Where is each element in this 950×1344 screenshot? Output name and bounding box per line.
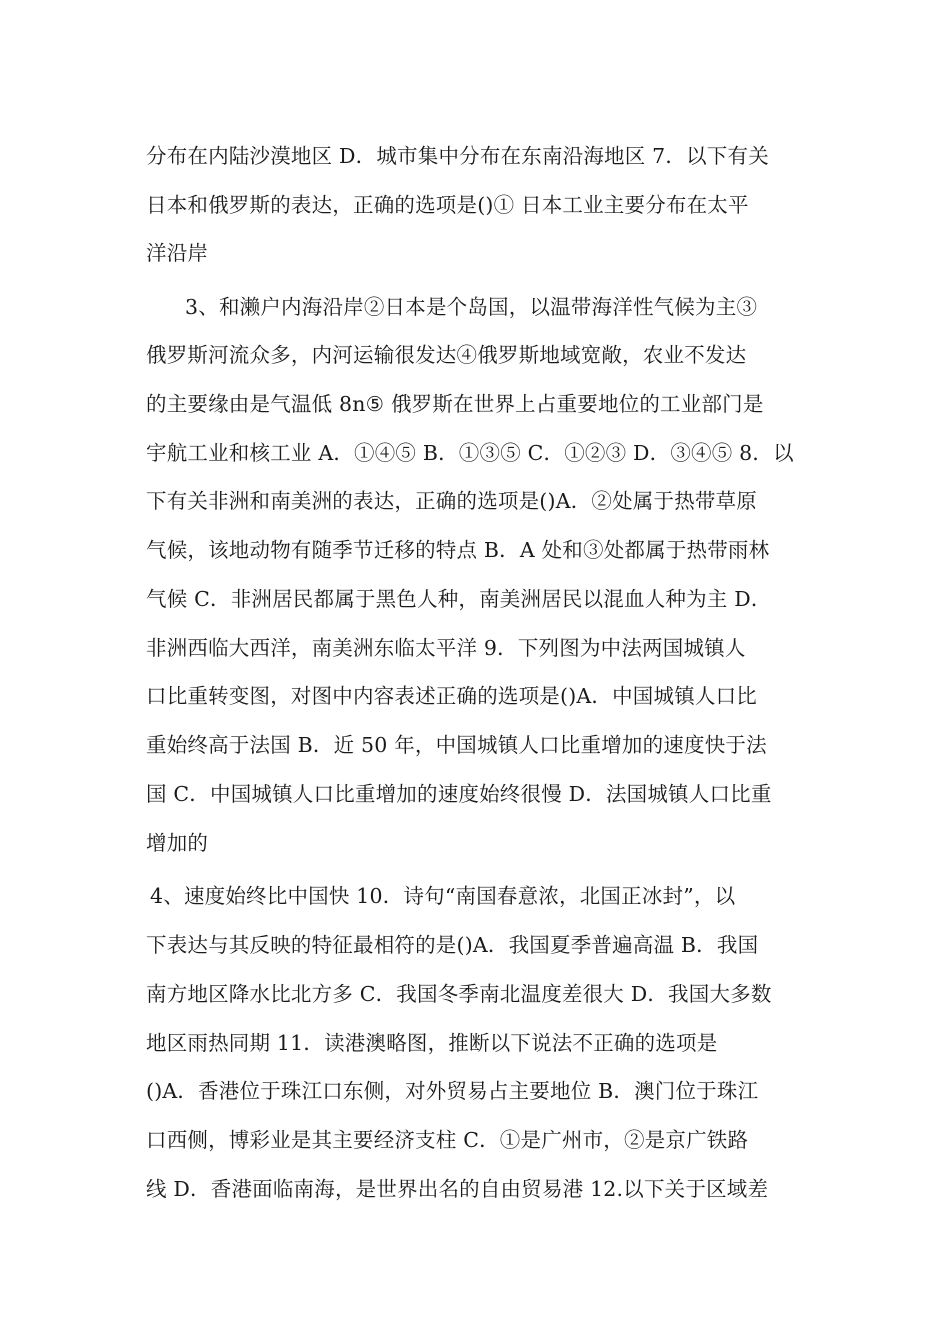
text-line: 日本和俄罗斯的表达，正确的选项是()① 日本工业主要分布在太平 xyxy=(146,193,749,217)
text-line: 俄罗斯河流众多，内河运输很发达④俄罗斯地域宽敞，农业不发达 xyxy=(146,343,747,367)
text-line: 重始终高于法国 B．近 50 年，中国城镇人口比重增加的速度快于法 xyxy=(146,733,767,757)
text-line: 4、速度始终比中国快 10．诗句“南国春意浓，北国正冰封”，以 xyxy=(150,884,736,908)
text-line: 口西侧，博彩业是其主要经济支柱 C．①是广州市，②是京广铁路 xyxy=(146,1128,749,1152)
text-line: 气候 C．非洲居民都属于黑色人种，南美洲居民以混血人种为主 D． xyxy=(146,587,772,611)
text-line: 地区雨热同期 11．读港澳略图，推断以下说法不正确的选项是 xyxy=(146,1031,718,1055)
text-line: 洋沿岸 xyxy=(146,241,209,265)
text-line: 气候，该地动物有随季节迁移的特点 B．A 处和③处都属于热带雨林 xyxy=(146,538,770,562)
text-line: 分布在内陆沙漠地区 D．城市集中分布在东南沿海地区 7．以下有关 xyxy=(146,144,769,168)
text-line: 国 C．中国城镇人口比重增加的速度始终很慢 D．法国城镇人口比重 xyxy=(146,782,772,806)
text-line: 宇航工业和核工业 A．①④⑤ B．①③⑤ C．①②③ D．③④⑤ 8．以 xyxy=(146,441,794,465)
text-line: 3、和濑户内海沿岸②日本是个岛国，以温带海洋性气候为主③ xyxy=(185,295,758,319)
text-line: 下有关非洲和南美洲的表达，正确的选项是()A．②处属于热带草原 xyxy=(146,489,757,513)
text-line: 非洲西临大西洋，南美洲东临太平洋 9．下列图为中法两国城镇人 xyxy=(146,636,746,660)
text-line: 的主要缘由是气温低 8n⑤ 俄罗斯在世界上占重要地位的工业部门是 xyxy=(146,392,764,416)
text-line: 线 D．香港面临南海，是世界出名的自由贸易港 12.以下关于区域差 xyxy=(146,1177,769,1201)
text-line: 下表达与其反映的特征最相符的是()A．我国夏季普遍高温 B．我国 xyxy=(146,933,759,957)
text-line: 口比重转变图，对图中内容表述正确的选项是()A．中国城镇人口比 xyxy=(146,684,757,708)
text-line: 南方地区降水比北方多 C．我国冬季南北温度差很大 D．我国大多数 xyxy=(146,982,772,1006)
text-line: 增加的 xyxy=(146,831,209,855)
text-line: ()A．香港位于珠江口东侧，对外贸易占主要地位 B．澳门位于珠江 xyxy=(146,1079,759,1103)
